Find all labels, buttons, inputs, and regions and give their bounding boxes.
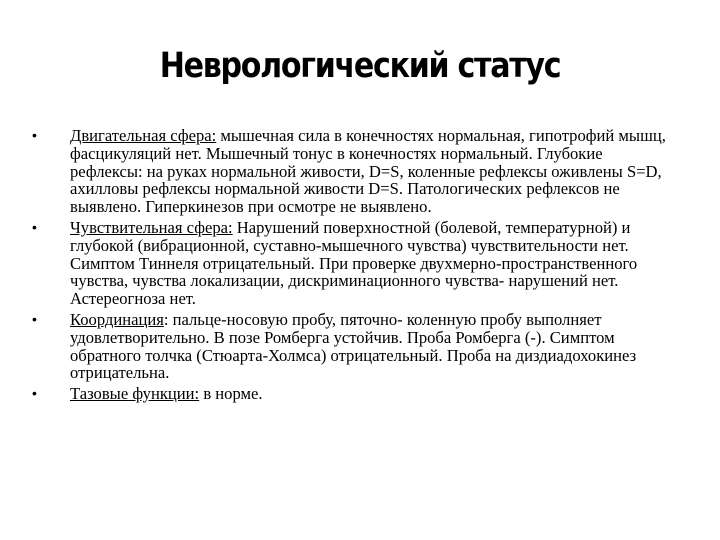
- bullet-list: [32, 127, 672, 406]
- bullet-icon: •: [32, 310, 37, 327]
- bullet-item-sensory: [32, 219, 672, 308]
- slide-title: Неврологический статус: [159, 46, 561, 86]
- item-heading-coordination: Координация: [70, 309, 164, 329]
- item-heading-sensory: Чувствительная сфера:: [70, 217, 233, 237]
- item-text-coordination: : пальце-носовую пробу, пяточно- коленную пробу выполняет удовлетворительно. В позе Ромберга устойчив. Проба Ромберга (-). Симптом обратного толчка (Стюарта-Холмса) отрицательный. Проба на диздиадохокинез отрицательна.: [70, 309, 637, 383]
- bullet-item-coordination: [32, 311, 672, 382]
- item-text-pelvic: в норме.: [199, 384, 263, 404]
- bullet-icon: •: [32, 385, 37, 402]
- bullet-icon: •: [32, 218, 37, 235]
- item-heading-motor: Двигательная сфера:: [70, 126, 217, 145]
- item-heading-pelvic: Тазовые функции:: [70, 384, 200, 404]
- bullet-icon: •: [32, 127, 37, 143]
- item-text-sensory: Нарушений поверхностной (болевой, температурной) и глубокой (вибрационной, суставно-мышечного чувства) чувствительности нет. Симптом Тиннеля отрицательный. При проверке двухмерно-пространственного чувства, чувства локализации, дискриминационного чувства- нарушений нет. Астереогноза нет.: [70, 217, 638, 309]
- item-text-motor: мышечная сила в конечностях нормальная, гипотрофий мышц, фасцикуляций нет. Мышечный тонус в конечностях нормальный. Глубокие рефлексы: на руках нормальной живости, D=S, коленные рефлексы оживлены S=D, ахилловы рефлексы нормальной живости D=S. Патологических рефлексов не выявлено. Гиперкинезов при осмотре не выявлено.: [70, 126, 666, 217]
- bullet-item-pelvic: [32, 385, 672, 403]
- bullet-item-motor: [32, 127, 672, 216]
